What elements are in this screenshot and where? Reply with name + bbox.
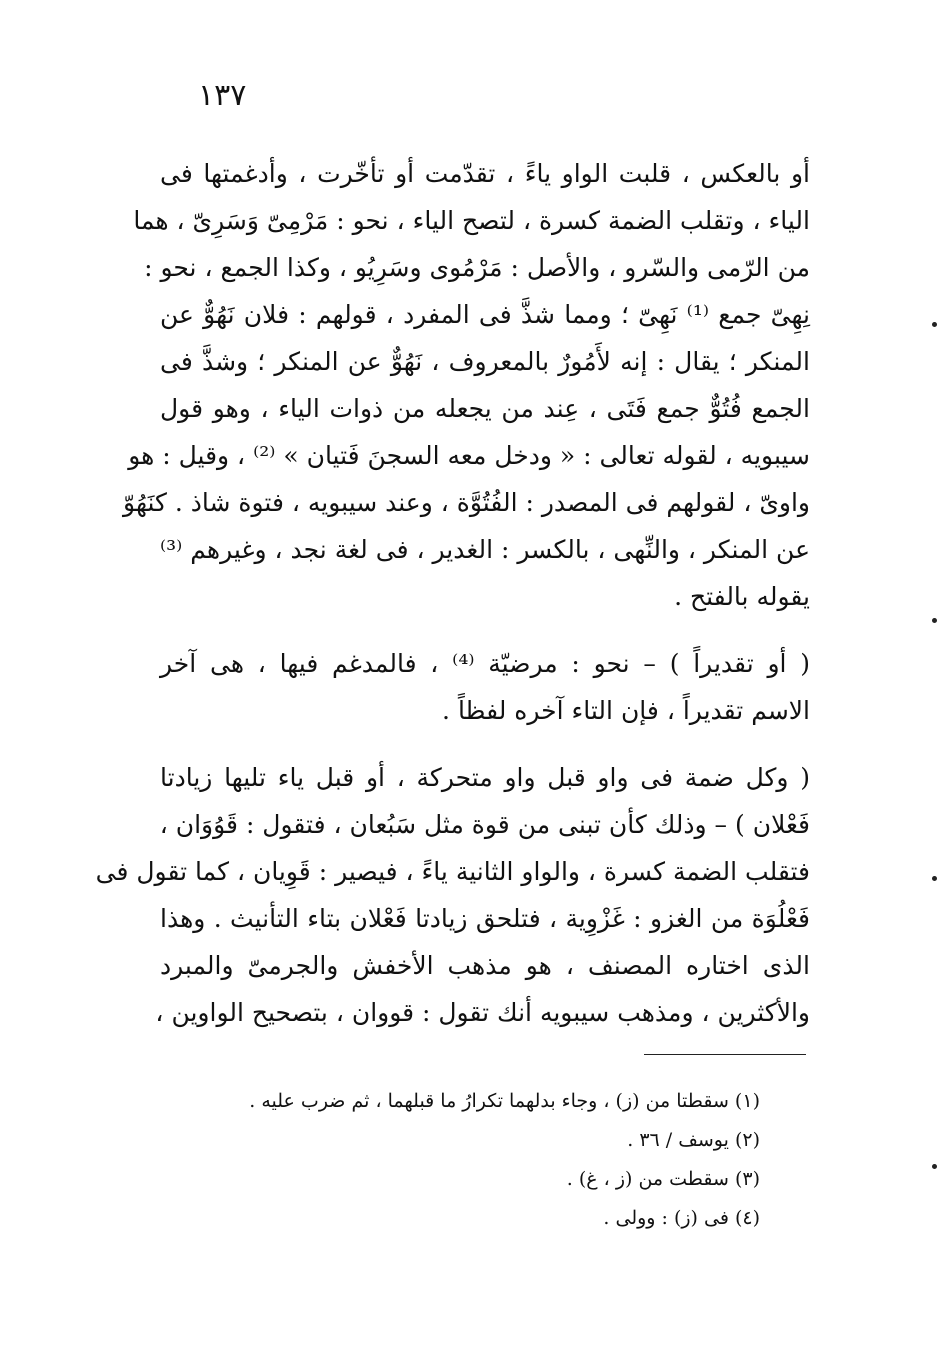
text-line: الاسم تقديراً ، فإن التاء آخره لفظاً .: [442, 696, 810, 725]
margin-dot: [932, 876, 937, 881]
text-line: أو بالعكس ، قلبت الواو ياءً ، تقدّمت أو تأخّرت ، وأدغمتها فى: [160, 159, 810, 188]
text-line: الجمع فُتُوٌّ جمع فَتَى ، عِند من يجعله من ذوات الياء ، وهو قول: [160, 394, 810, 423]
margin-dot: [932, 322, 937, 327]
text-line: فَعْلُوَة من الغزو : غَزْوِية ، فتلحق زيادتا فَعْلان بتاء التأنيث . وهذا: [160, 904, 810, 933]
margin-dot: [932, 618, 937, 623]
paragraph-2: [160, 640, 810, 734]
margin-dot: [932, 1164, 937, 1169]
text-line: عن المنكر ، والنِّهى ، بالكسر : الغدير ، فى لغة نجد ، وغيرهم ⁽³⁾: [160, 535, 810, 564]
text-line: يقوله بالفتح .: [674, 582, 810, 611]
page-number: ١٣٧: [198, 78, 247, 113]
text-line: من الرّمى والسّرو ، والأصل : مَرْمُوى وسَرِيُو ، وكذا الجمع ، نحو :: [144, 253, 810, 282]
text-line: الياء ، وتقلب الضمة كسرة ، لتصح الياء ، نحو : مَرْمِىّ وَسَرِىّ ، هما: [133, 206, 810, 235]
text-line: فَعْلان ) – وذلك كأن تبنى من قوة مثل سَبُعان ، فتقول : قَوُوَان ،: [159, 810, 810, 839]
footnote: (٤) فى (ز) : وولى .: [603, 1207, 760, 1229]
text-line: واوىّ ، لقولهم فى المصدر : الفُتُوَّة ، وعند سيبويه ، فتوة شاذ . كنَهُوّ: [123, 488, 810, 517]
text-line: سيبويه ، لقوله تعالى : « ودخل معه السجنَ فَتيان » ⁽²⁾ ، وقيل : هو: [128, 441, 810, 470]
text-line: ( وكل ضمة فى واو قبل واو متحركة ، أو قبل ياء تليها زيادتا: [160, 763, 810, 792]
footnotes: [180, 1082, 760, 1238]
footnote-divider: [644, 1054, 806, 1055]
text-line: المنكر ؛ يقال : إنه لأَمُورٌ بالمعروف ، نَهُوٌّ عن المنكر ؛ وشذَّ فى: [160, 347, 810, 376]
footnote: (٣) سقطت من (ز ، غ) .: [566, 1168, 760, 1190]
text-line: الذى اختاره المصنف ، هو مذهب الأخفش والجرمىّ والمبرد: [160, 951, 810, 980]
text-line: والأكثرين ، ومذهب سيبويه أنك تقول : قووان ، بتصحيح الواوين ،: [155, 998, 810, 1027]
text-line: فتقلب الضمة كسرة ، والواو الثانية ياءً ، فيصير : قَوِيان ، كما تقول فى: [95, 857, 810, 886]
main-text: [95, 150, 810, 1036]
text-line: ( أو تقديراً ) – نحو : مرضيّة ⁽⁴⁾ ، فالمدغم فيها ، هى آخر: [160, 649, 810, 678]
footnote: (١) سقطتا من (ز) ، وجاء بدلهما تكرارُ ما قبلهما ، ثم ضرب عليه .: [249, 1090, 760, 1112]
text-line: نِهِىّ جمع ⁽¹⁾ نَهِىّ ؛ ومما شذَّ فى المفرد ، قولهم : فلان نَهُوٌّ عن: [160, 300, 810, 329]
paragraph-3: [95, 754, 810, 1036]
footnote: (٢) يوسف / ٣٦ .: [627, 1129, 760, 1151]
paragraph-1: [123, 150, 810, 620]
